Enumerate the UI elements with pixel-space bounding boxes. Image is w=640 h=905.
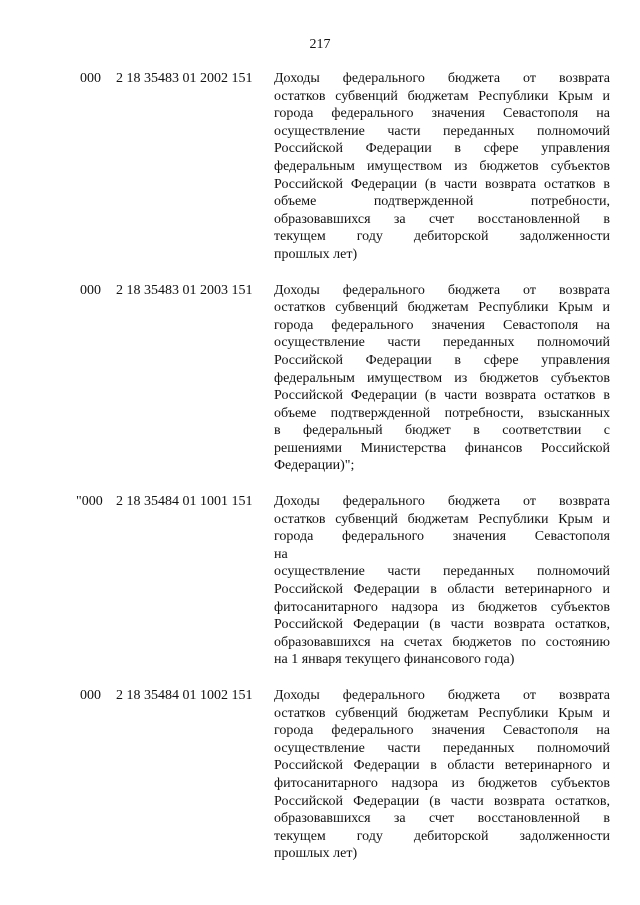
description-line: Доходы федерального бюджета от возврата (274, 282, 610, 298)
entry-description (274, 493, 610, 669)
budget-entry (0, 70, 640, 264)
description-line: осуществление части переданных полномочий (274, 740, 610, 756)
description-line: Доходы федерального бюджета от возврата (274, 494, 610, 510)
description-line: объеме подтвержденной потребности, взысканных (274, 405, 610, 421)
admin-code: 000 (80, 688, 101, 703)
description-line: остатков субвенций бюджетам Республики Крым и (274, 705, 610, 721)
kbk-code: 2 18 35484 01 1002 151 (116, 688, 253, 703)
budget-entry (0, 687, 640, 863)
description-line: остатков субвенций бюджетам Республики Крым и (274, 300, 610, 316)
description-line: решениями Министерства финансов Российской (274, 440, 610, 456)
description-line: текущем году дебиторской задолженности (274, 828, 610, 844)
description-line: в федеральный бюджет в соответствии с (274, 423, 610, 439)
description-line: осуществление части переданных полномочий (274, 123, 610, 139)
budget-code-list (0, 70, 640, 863)
entry-description (274, 70, 610, 264)
description-line: остатков субвенций бюджетам Республики Крым и (274, 511, 610, 527)
description-line: города федерального значения Севастополя на (274, 106, 610, 122)
description-line: прошлых лет) (274, 246, 358, 262)
budget-entry (0, 493, 640, 669)
description-line: образовавшихся за счет восстановленной в (274, 811, 610, 827)
description-line: Российской Федерации (в части возврата остатков в (274, 388, 610, 404)
description-line: на 1 января текущего финансового года) (274, 652, 515, 668)
description-line: Российской Федерации (в части возврата остатков в (274, 176, 610, 192)
description-line: города федерального значения Севастополя на (274, 317, 610, 333)
description-line: города федерального значения Севастополя на (274, 723, 610, 739)
page-number: 217 (309, 37, 331, 52)
description-line: прошлых лет) (274, 846, 358, 862)
description-line: остатков субвенций бюджетам Республики Крым и (274, 88, 610, 104)
admin-code: 000 (80, 71, 101, 86)
entry-description (274, 687, 610, 863)
description-line: Доходы федерального бюджета от возврата (274, 688, 610, 703)
description-line: осуществление части переданных полномочий (274, 564, 610, 580)
description-line: объеме подтвержденной потребности, (274, 194, 610, 210)
description-line: фитосанитарного надзора из бюджетов субъектов (274, 775, 610, 791)
admin-code: "000 (76, 494, 103, 510)
kbk-code: 2 18 35483 01 2003 151 (116, 282, 253, 298)
description-line: Российской Федерации в сфере управления (274, 352, 610, 368)
entry-description (274, 282, 610, 476)
description-line: на (274, 546, 288, 562)
description-line: Доходы федерального бюджета от возврата (274, 71, 610, 86)
budget-entry (0, 282, 640, 476)
admin-code: 000 (80, 282, 101, 298)
description-line: города федерального значения Севастополя (274, 529, 610, 545)
description-line: Федерации)"; (274, 458, 355, 474)
description-line: Российской Федерации в сфере управления (274, 141, 610, 157)
description-line: образовавшихся на счетах бюджетов по состоянию (274, 634, 610, 650)
kbk-code: 2 18 35483 01 2002 151 (116, 71, 253, 86)
description-line: Российской Федерации (в части возврата остатков, (274, 793, 610, 809)
description-line: Российской Федерации в области ветеринарного и (274, 582, 610, 598)
description-line: Российской Федерации (в части возврата остатков, (274, 617, 610, 633)
kbk-code: 2 18 35484 01 1001 151 (116, 494, 253, 510)
description-line: фитосанитарного надзора из бюджетов субъектов (274, 599, 610, 615)
description-line: текущем году дебиторской задолженности (274, 229, 610, 245)
description-line: Российской Федерации в области ветеринарного и (274, 758, 610, 774)
description-line: федеральным имуществом из бюджетов субъектов (274, 158, 610, 174)
description-line: осуществление части переданных полномочий (274, 335, 610, 351)
description-line: образовавшихся за счет восстановленной в (274, 211, 610, 227)
description-line: федеральным имуществом из бюджетов субъектов (274, 370, 610, 386)
